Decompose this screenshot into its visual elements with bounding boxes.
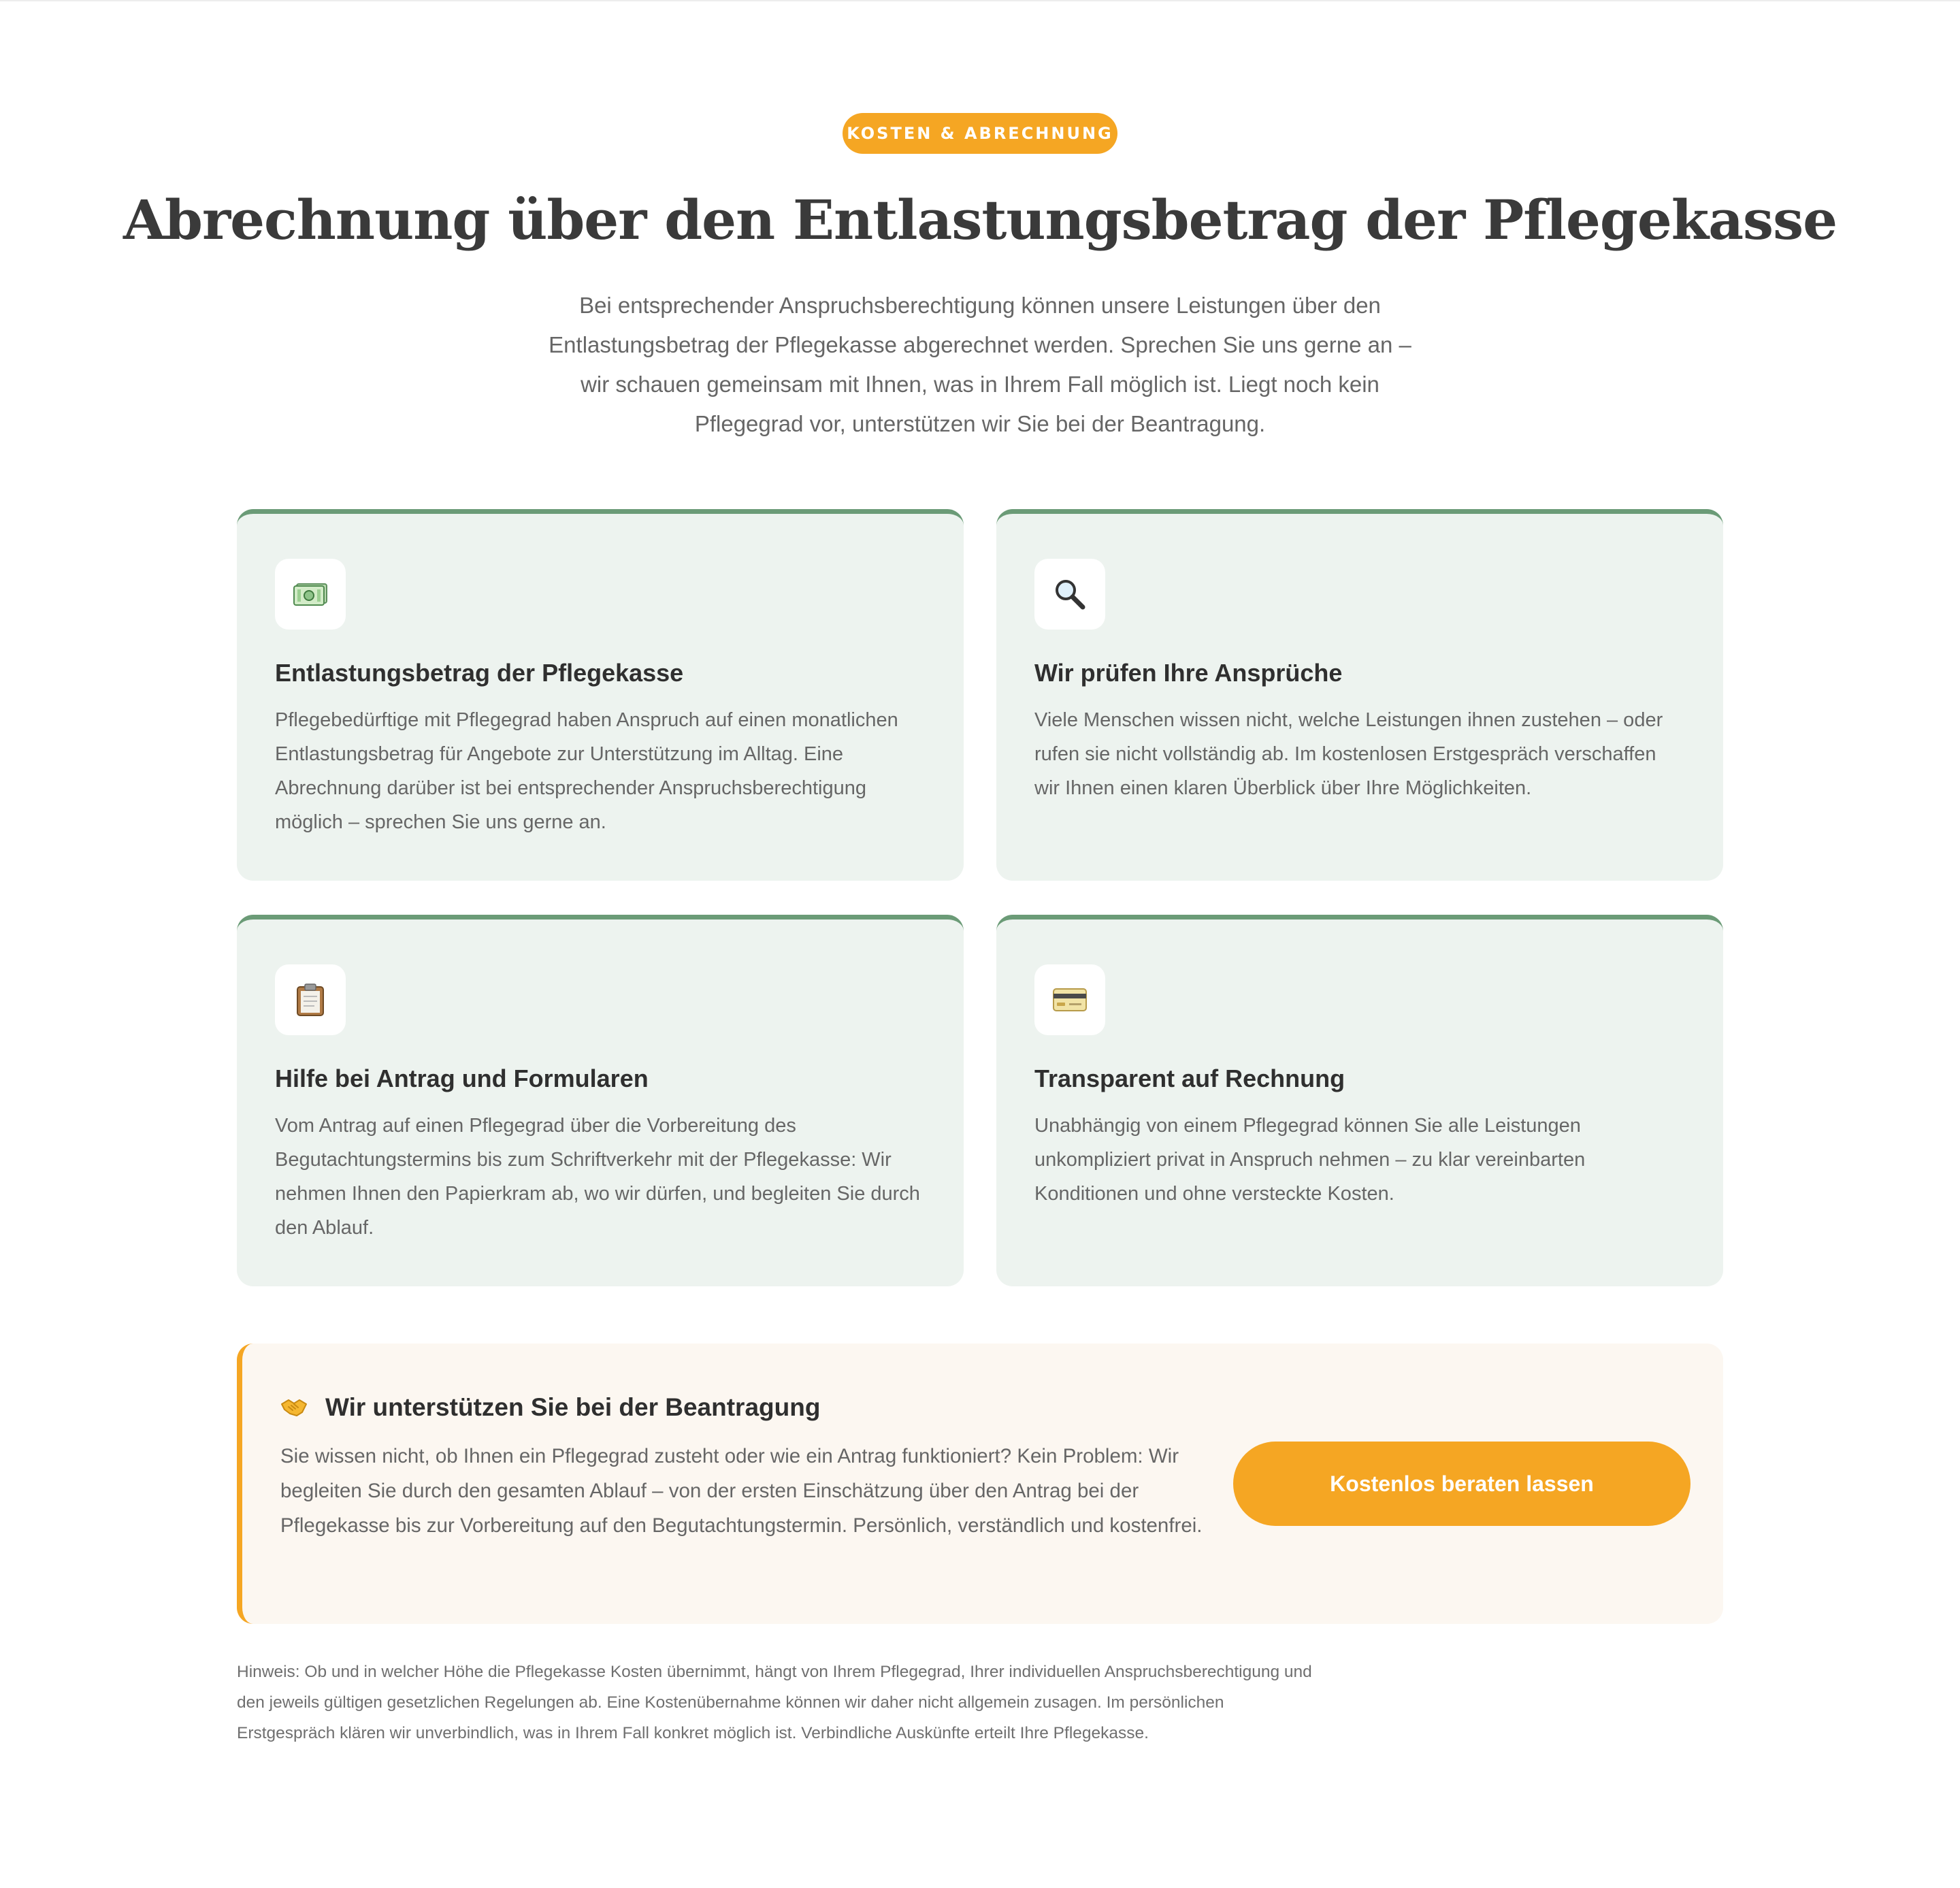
callout-heading: [280, 1391, 820, 1424]
handshake-icon: [280, 1397, 308, 1418]
credit-card-icon: [1034, 964, 1105, 1035]
callout-title: Wir unterstützen Sie bei der Beantragung: [325, 1393, 821, 1421]
card-text: Vom Antrag auf einen Pflegegrad über die Vorbereitung des Begutachtungstermins bis zum Schriftverkehr mit der Pflegekasse: Wir nehmen Ihnen den Papierkram ab, wo wir dürfen, und begleiten Sie durch den Ablauf.: [275, 1115, 920, 1239]
card-title: Wir prüfen Ihre Ansprüche: [1034, 659, 1343, 687]
card-text: Viele Menschen wissen nicht, welche Leistungen ihnen zustehen – oder rufen sie nicht vollständig ab. Im kostenlosen Erstgespräch verschaffen wir Ihnen einen klaren Überblick über Ihre Möglichkeiten.: [1034, 709, 1663, 799]
card-ansprueche: [996, 509, 1723, 881]
card-title: Transparent auf Rechnung: [1034, 1064, 1345, 1092]
disclaimer-note: Hinweis: Ob und in welcher Höhe die Pflegekasse Kosten übernimmt, hängt von Ihrem Pflegegrad, Ihrer individuellen Anspruchsberechtigung und den jeweils gültigen gesetzlichen Regelungen ab. Eine Kostenübernahme können wir daher nicht allgemein zusagen. Im persönlichen Erstgespräch klären wir unverbindlich, was in Ihrem Fall konkret möglich ist. Verbindliche Auskünfte erteilt Ihre Pflegekasse.: [237, 1663, 1312, 1742]
card-rechnung: [996, 915, 1723, 1286]
banknote-icon: [275, 559, 346, 630]
intro-text: Bei entsprechender Anspruchsberechtigung können unsere Leistungen über den Entlastungsbetrag der Pflegekasse abgerechnet werden. Sprechen Sie uns gerne an – wir schauen gemeinsam mit Ihnen, was in Ihrem Fall möglich ist. Liegt noch kein Pflegegrad vor, unterstützen wir Sie bei der Beantragung.: [549, 293, 1411, 436]
callout-text: Sie wissen nicht, ob Ihnen ein Pflegegrad zusteht oder wie ein Antrag funktioniert? Kein Problem: Wir begleiten Sie durch den gesamten Ablauf – von der ersten Einschätzung über den Antrag bei der Pflegekasse bis zur Vorbereitung auf den Begutachtungstermin. Persönlich, verständlich und kostenfrei.: [280, 1445, 1203, 1537]
card-title: Entlastungsbetrag der Pflegekasse: [275, 659, 684, 687]
card-entlastungsbetrag: [237, 509, 964, 881]
card-text: Pflegebedürftige mit Pflegegrad haben Anspruch auf einen monatlichen Entlastungsbetrag für Angebote zur Unterstützung im Alltag. Eine Abrechnung darüber ist bei entsprechender Anspruchsberechtigung möglich – sprechen Sie uns gerne an.: [275, 709, 898, 833]
card-title: Hilfe bei Antrag und Formularen: [275, 1064, 649, 1092]
card-text: Unabhängig von einem Pflegegrad können Sie alle Leistungen unkompliziert privat in Anspruch nehmen – zu klar vereinbarten Konditionen und ohne versteckte Kosten.: [1034, 1115, 1586, 1205]
clipboard-icon: [275, 964, 346, 1035]
page-title: Abrechnung über den Entlastungsbetrag der Pflegekasse: [122, 188, 1837, 252]
magnifier-icon: [1034, 559, 1105, 630]
section-badge: KOSTEN & ABRECHNUNG: [843, 113, 1117, 154]
support-callout: [237, 1344, 1723, 1624]
card-antrag: [237, 915, 964, 1286]
consultation-button[interactable]: Kostenlos beraten lassen: [1233, 1442, 1690, 1526]
